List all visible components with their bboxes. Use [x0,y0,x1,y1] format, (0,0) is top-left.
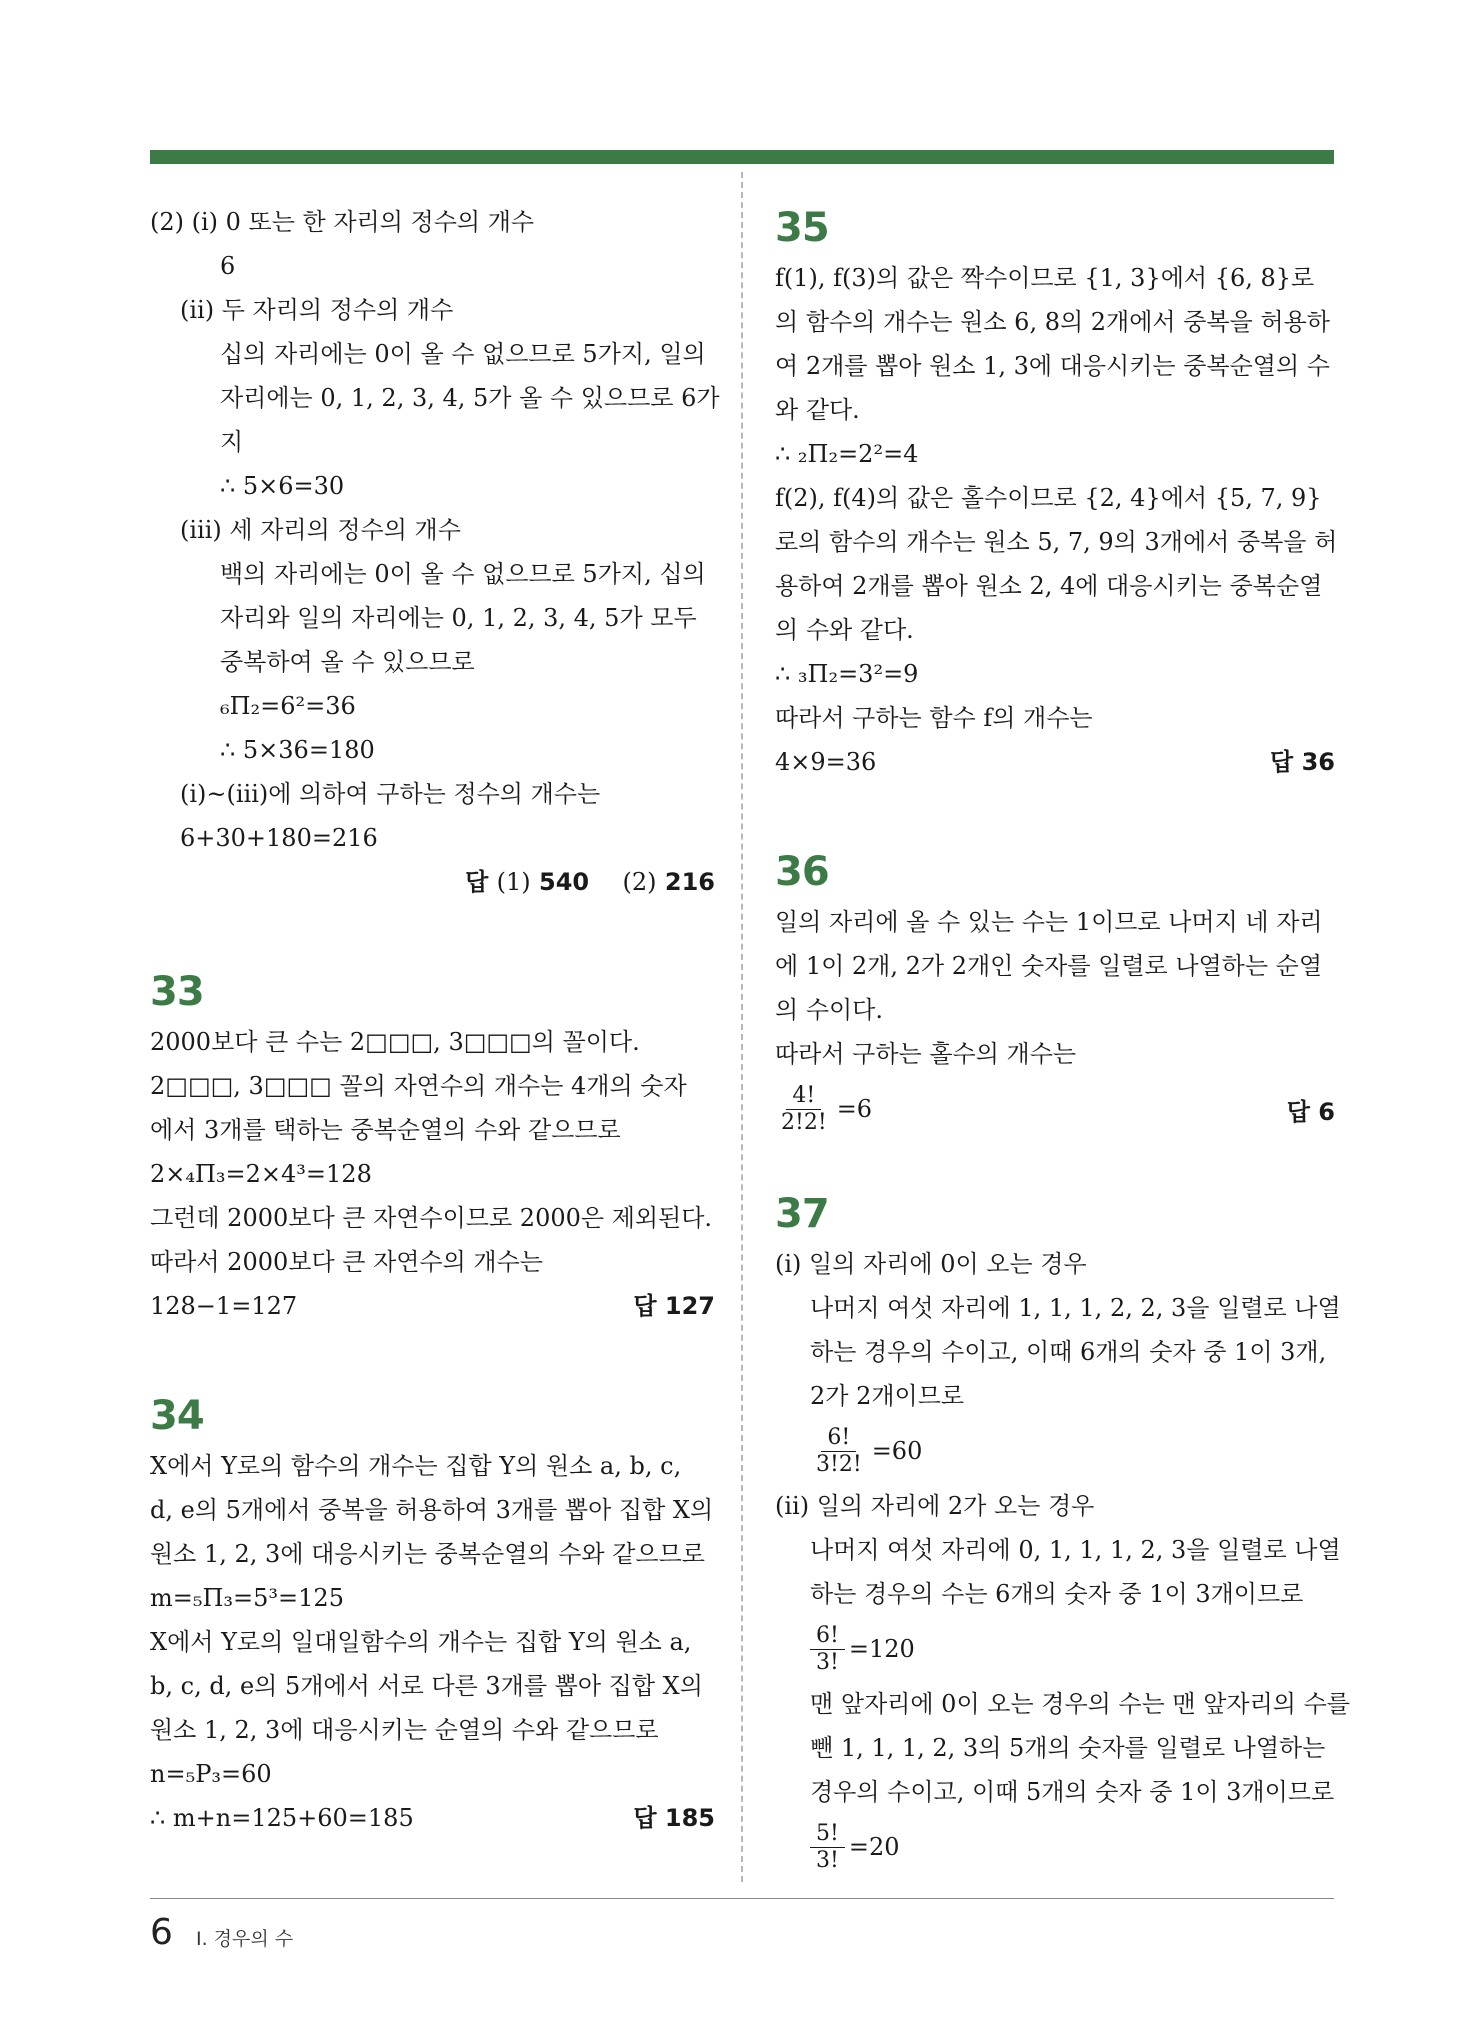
fraction-result: =60 [871,1437,923,1465]
answer-value: 216 [664,868,715,896]
answer-value: 540 [539,868,590,896]
text-line: X에서 Y로의 일대일함수의 개수는 집합 Y의 원소 a, [150,1628,692,1656]
fraction-denominator: 2!2! [781,1109,827,1135]
fraction [810,1623,845,1676]
fraction-line [775,1616,1335,1682]
answer-value: 6 [1318,1097,1335,1126]
text-line: 에 1이 2개, 2가 2개인 숫자를 일렬로 나열하는 순열 [775,952,1323,980]
answer-row-35 [775,740,1335,784]
problem-number-37: 37 [775,1191,829,1237]
text-line: b, c, d, e의 5개에서 서로 다른 3개를 뽑아 집합 X의 [150,1672,703,1700]
text-line: (ⅱ) 두 자리의 정수의 개수 [180,296,454,324]
fraction-denominator: 3! [816,1649,839,1675]
text-line: 백의 자리에는 0이 올 수 없으므로 5가지, 십의 [220,560,706,588]
text-line: n=₅P₃=60 [150,1760,272,1788]
footer-rule [150,1898,1334,1899]
case-title: (ⅰ) 일의 자리에 0이 오는 경우 [775,1250,1087,1278]
text-line: 따라서 구하는 함수 f의 개수는 [775,704,1093,732]
answer-value: 36 [1301,748,1335,776]
page-number: 6 [150,1912,173,1953]
answer-p2 [150,860,715,904]
problem-number-36: 36 [775,849,829,895]
text-line: 나머지 여섯 자리에 1, 1, 1, 2, 2, 3을 일렬로 나열 [810,1294,1341,1322]
fraction-result: =20 [848,1833,900,1861]
text-line: (ⅰ)~(ⅲ)에 의하여 구하는 정수의 개수는 [180,780,601,808]
text-line: 원소 1, 2, 3에 대응시키는 중복순열의 수와 같으므로 [150,1540,705,1568]
text-line: 자리에는 0, 1, 2, 3, 4, 5가 올 수 있으므로 6가 [220,384,720,412]
text-line: 따라서 구하는 홀수의 개수는 [775,1040,1077,1068]
text-line: (2) (ⅰ) 0 또는 한 자리의 정수의 개수 [150,208,535,236]
text-line: 2000보다 큰 수는 2□□□, 3□□□의 꼴이다. [150,1028,640,1056]
text-line: 의 수이다. [775,996,883,1024]
chapter-title: Ⅰ. 경우의 수 [196,1928,294,1950]
header-bar [150,150,1334,164]
right-column [775,200,1350,1880]
answer-row-34 [150,1796,715,1840]
answer-label: 답 [1270,748,1294,776]
answer-label: 답 [633,1292,657,1320]
left-column [150,200,720,1840]
answer-prefix: (2) [622,868,657,896]
column-divider [741,172,743,1882]
text-line: 의 수와 같다. [775,616,914,644]
text-line: 경우의 수이고, 이때 5개의 숫자 중 1이 3개이므로 [810,1778,1335,1806]
fraction [810,1425,868,1478]
fraction-line [775,1418,1335,1484]
fraction [810,1821,845,1874]
text-line: 중복하여 올 수 있으므로 [220,648,475,676]
text-line: 6+30+180=216 [180,824,378,852]
text-line: 와 같다. [775,396,860,424]
text-line: ∴ 5×36=180 [220,736,375,764]
text-line: 맨 앞자리에 0이 오는 경우의 수는 맨 앞자리의 수를 [810,1690,1350,1718]
fraction-numerator: 6! [821,1425,856,1452]
answer-row-36 [775,1076,1335,1142]
text-line: ∴ ₂Π₂=2²=4 [775,440,919,468]
answer-label: 답 [633,1804,657,1832]
text-line: 일의 자리에 올 수 있는 수는 1이므로 나머지 네 자리 [775,908,1323,936]
text-line: 자리와 일의 자리에는 0, 1, 2, 3, 4, 5가 모두 [220,604,697,632]
text-line: 에서 3개를 택하는 중복순열의 수와 같으므로 [150,1116,621,1144]
text-line: 여 2개를 뽑아 원소 1, 3에 대응시키는 중복순열의 수 [775,352,1330,380]
text-line: 128−1=127 [150,1292,298,1320]
text-line: X에서 Y로의 함수의 개수는 집합 Y의 원소 a, b, c, [150,1452,682,1480]
text-line: 6 [220,252,236,280]
fraction-line [775,1814,1335,1880]
text-line: m=₅Π₃=5³=125 [150,1584,344,1612]
text-line: 하는 경우의 수는 6개의 숫자 중 1이 3개이므로 [810,1580,1304,1608]
text-line: 2×₄Π₃=2×4³=128 [150,1160,372,1188]
case-title: (ⅱ) 일의 자리에 2가 오는 경우 [775,1492,1095,1520]
text-line: d, e의 5개에서 중복을 허용하여 3개를 뽑아 집합 X의 [150,1496,714,1524]
text-line: 의 함수의 개수는 원소 6, 8의 2개에서 중복을 허용하 [775,308,1330,336]
text-line: 뺀 1, 1, 1, 2, 3의 5개의 숫자를 일렬로 나열하는 [810,1734,1326,1762]
text-line: 2□□□, 3□□□ 꼴의 자연수의 개수는 4개의 숫자 [150,1072,687,1100]
text-line: ∴ 5×6=30 [220,472,345,500]
text-line: 그런데 2000보다 큰 자연수이므로 2000은 제외된다. [150,1204,713,1232]
text-line: 4×9=36 [775,748,877,776]
answer-label: 답 [465,868,489,896]
fraction [775,1083,833,1136]
answer-value: 185 [664,1804,715,1832]
text-line: 지 [220,428,244,456]
problem-number-35: 35 [775,205,829,251]
fraction-result: =6 [836,1095,873,1123]
text-line: ∴ ₃Π₂=3²=9 [775,660,919,688]
text-line: (ⅲ) 세 자리의 정수의 개수 [180,516,461,544]
fraction-numerator: 6! [810,1623,845,1650]
text-line: 원소 1, 2, 3에 대응시키는 순열의 수와 같으므로 [150,1716,659,1744]
text-line: f(2), f(4)의 값은 홀수이므로 {2, 4}에서 {5, 7, 9} [775,484,1322,512]
text-line: 2가 2개이므로 [810,1382,965,1410]
text-line: 십의 자리에는 0이 올 수 없으므로 5가지, 일의 [220,340,706,368]
problem-number-34: 34 [150,1393,204,1439]
text-line: 하는 경우의 수이고, 이때 6개의 숫자 중 1이 3개, [810,1338,1327,1366]
problem-number-33: 33 [150,969,204,1015]
fraction-denominator: 3!2! [816,1451,862,1477]
fraction-result: =120 [848,1635,915,1663]
text-line: 따라서 2000보다 큰 자연수의 개수는 [150,1248,543,1276]
text-line: ∴ m+n=125+60=185 [150,1804,414,1832]
answer-label: 답 [1286,1097,1310,1126]
answer-value: 127 [664,1292,715,1320]
answer-row-33 [150,1284,715,1328]
fraction-numerator: 4! [786,1083,821,1110]
fraction-denominator: 3! [816,1847,839,1873]
text-line: ₆Π₂=6²=36 [220,692,356,720]
fraction-numerator: 5! [810,1821,845,1848]
text-line: 용하여 2개를 뽑아 원소 2, 4에 대응시키는 중복순열 [775,572,1323,600]
text-line: f(1), f(3)의 값은 짝수이므로 {1, 3}에서 {6, 8}로 [775,264,1315,292]
text-line: 로의 함수의 개수는 원소 5, 7, 9의 3개에서 중복을 허 [775,528,1338,556]
answer-prefix: (1) [496,868,531,896]
text-line: 나머지 여섯 자리에 0, 1, 1, 1, 2, 3을 일렬로 나열 [810,1536,1341,1564]
